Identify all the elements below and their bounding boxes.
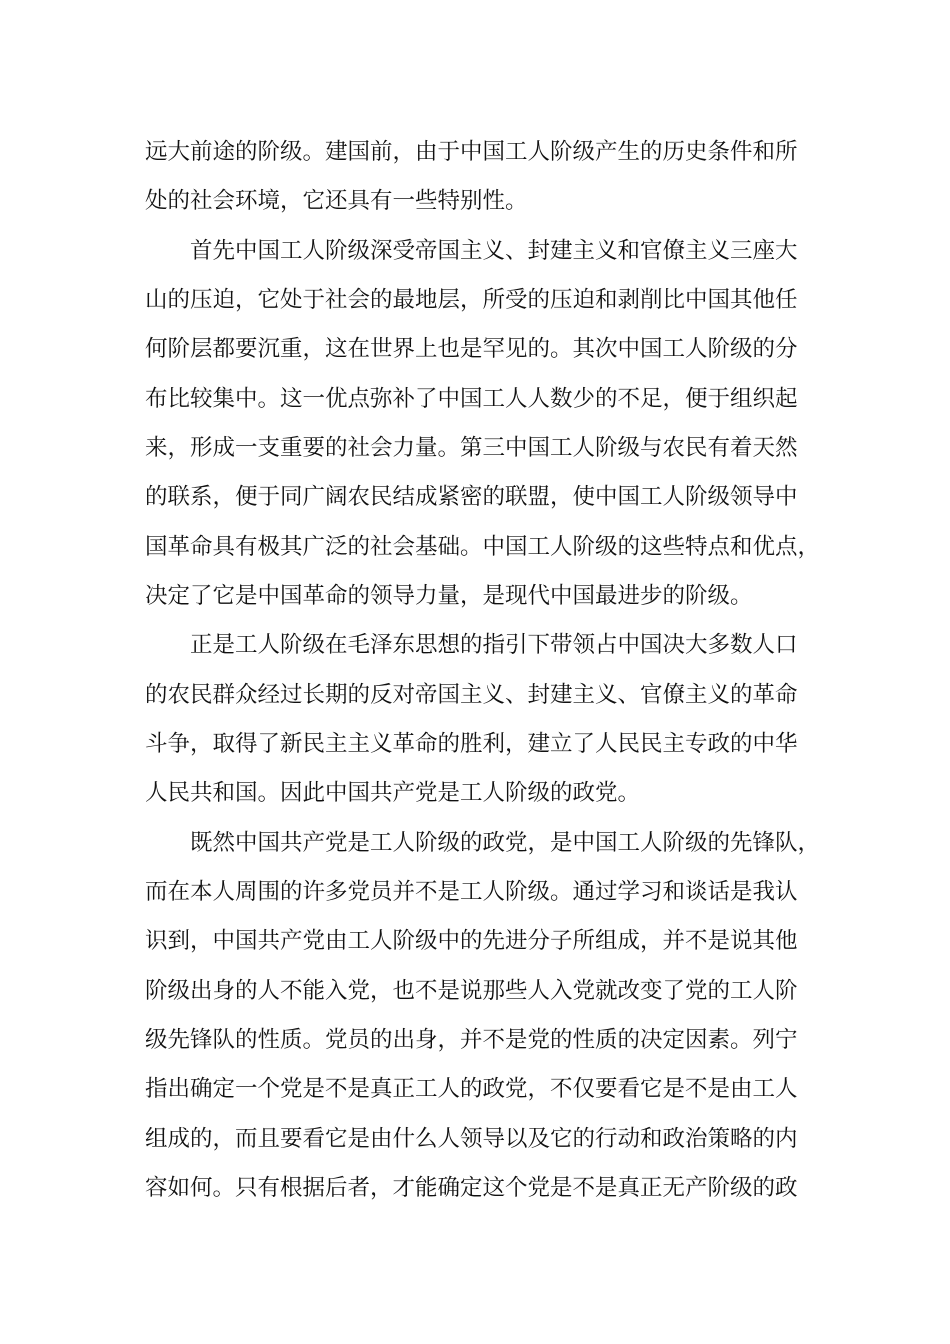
text-line: 山的压迫，它处于社会的最地层，所受的压迫和剥削比中国其他任: [145, 287, 798, 313]
text-line: 的联系，便于同广阔农民结成紧密的联盟，使中国工人阶级领导中: [145, 484, 798, 510]
text-line: 级先锋队的性质。党员的出身，并不是党的性质的决定因素。列宁: [145, 1027, 798, 1053]
text-line: 远大前途的阶级。建国前，由于中国工人阶级产生的历史条件和所: [145, 139, 798, 165]
paragraph-start-line: 既然中国共产党是工人阶级的政党，是中国工人阶级的先锋队，: [190, 830, 821, 856]
text-line: 容如何。只有根据后者，才能确定这个党是不是真正无产阶级的政: [145, 1175, 798, 1201]
text-line: 何阶层都要沉重，这在世界上也是罕见的。其次中国工人阶级的分: [145, 336, 798, 362]
text-line: 组成的，而且要看它是由什么人领导以及它的行动和政治策略的内: [145, 1126, 798, 1152]
paragraph-start-line: 正是工人阶级在毛泽东思想的指引下带领占中国决大多数人口: [190, 632, 798, 658]
text-line: 人民共和国。因此中国共产党是工人阶级的政党。: [145, 780, 641, 806]
text-line: 国革命具有极其广泛的社会基础。中国工人阶级的这些特点和优点，: [145, 534, 821, 560]
text-line: 处的社会环境，它还具有一些特别性。: [145, 188, 528, 214]
text-line: 而在本人周围的许多党员并不是工人阶级。通过学习和谈话是我认: [145, 879, 798, 905]
text-line: 指出确定一个党是不是真正工人的政党，不仅要看它是不是由工人: [145, 1076, 798, 1102]
text-line: 阶级出身的人不能入党，也不是说那些人入党就改变了党的工人阶: [145, 978, 798, 1004]
paragraph-start-line: 首先中国工人阶级深受帝国主义、封建主义和官僚主义三座大: [190, 238, 798, 264]
text-line: 决定了它是中国革命的领导力量，是现代中国最进步的阶级。: [145, 583, 753, 609]
text-line: 布比较集中。这一优点弥补了中国工人人数少的不足，便于组织起: [145, 386, 798, 412]
text-line: 斗争，取得了新民主主义革命的胜利，建立了人民民主专政的中华: [145, 731, 798, 757]
text-line: 来，形成一支重要的社会力量。第三中国工人阶级与农民有着天然: [145, 435, 798, 461]
text-line: 的农民群众经过长期的反对帝国主义、封建主义、官僚主义的革命: [145, 682, 798, 708]
text-line: 识到，中国共产党由工人阶级中的先进分子所组成，并不是说其他: [145, 928, 798, 954]
